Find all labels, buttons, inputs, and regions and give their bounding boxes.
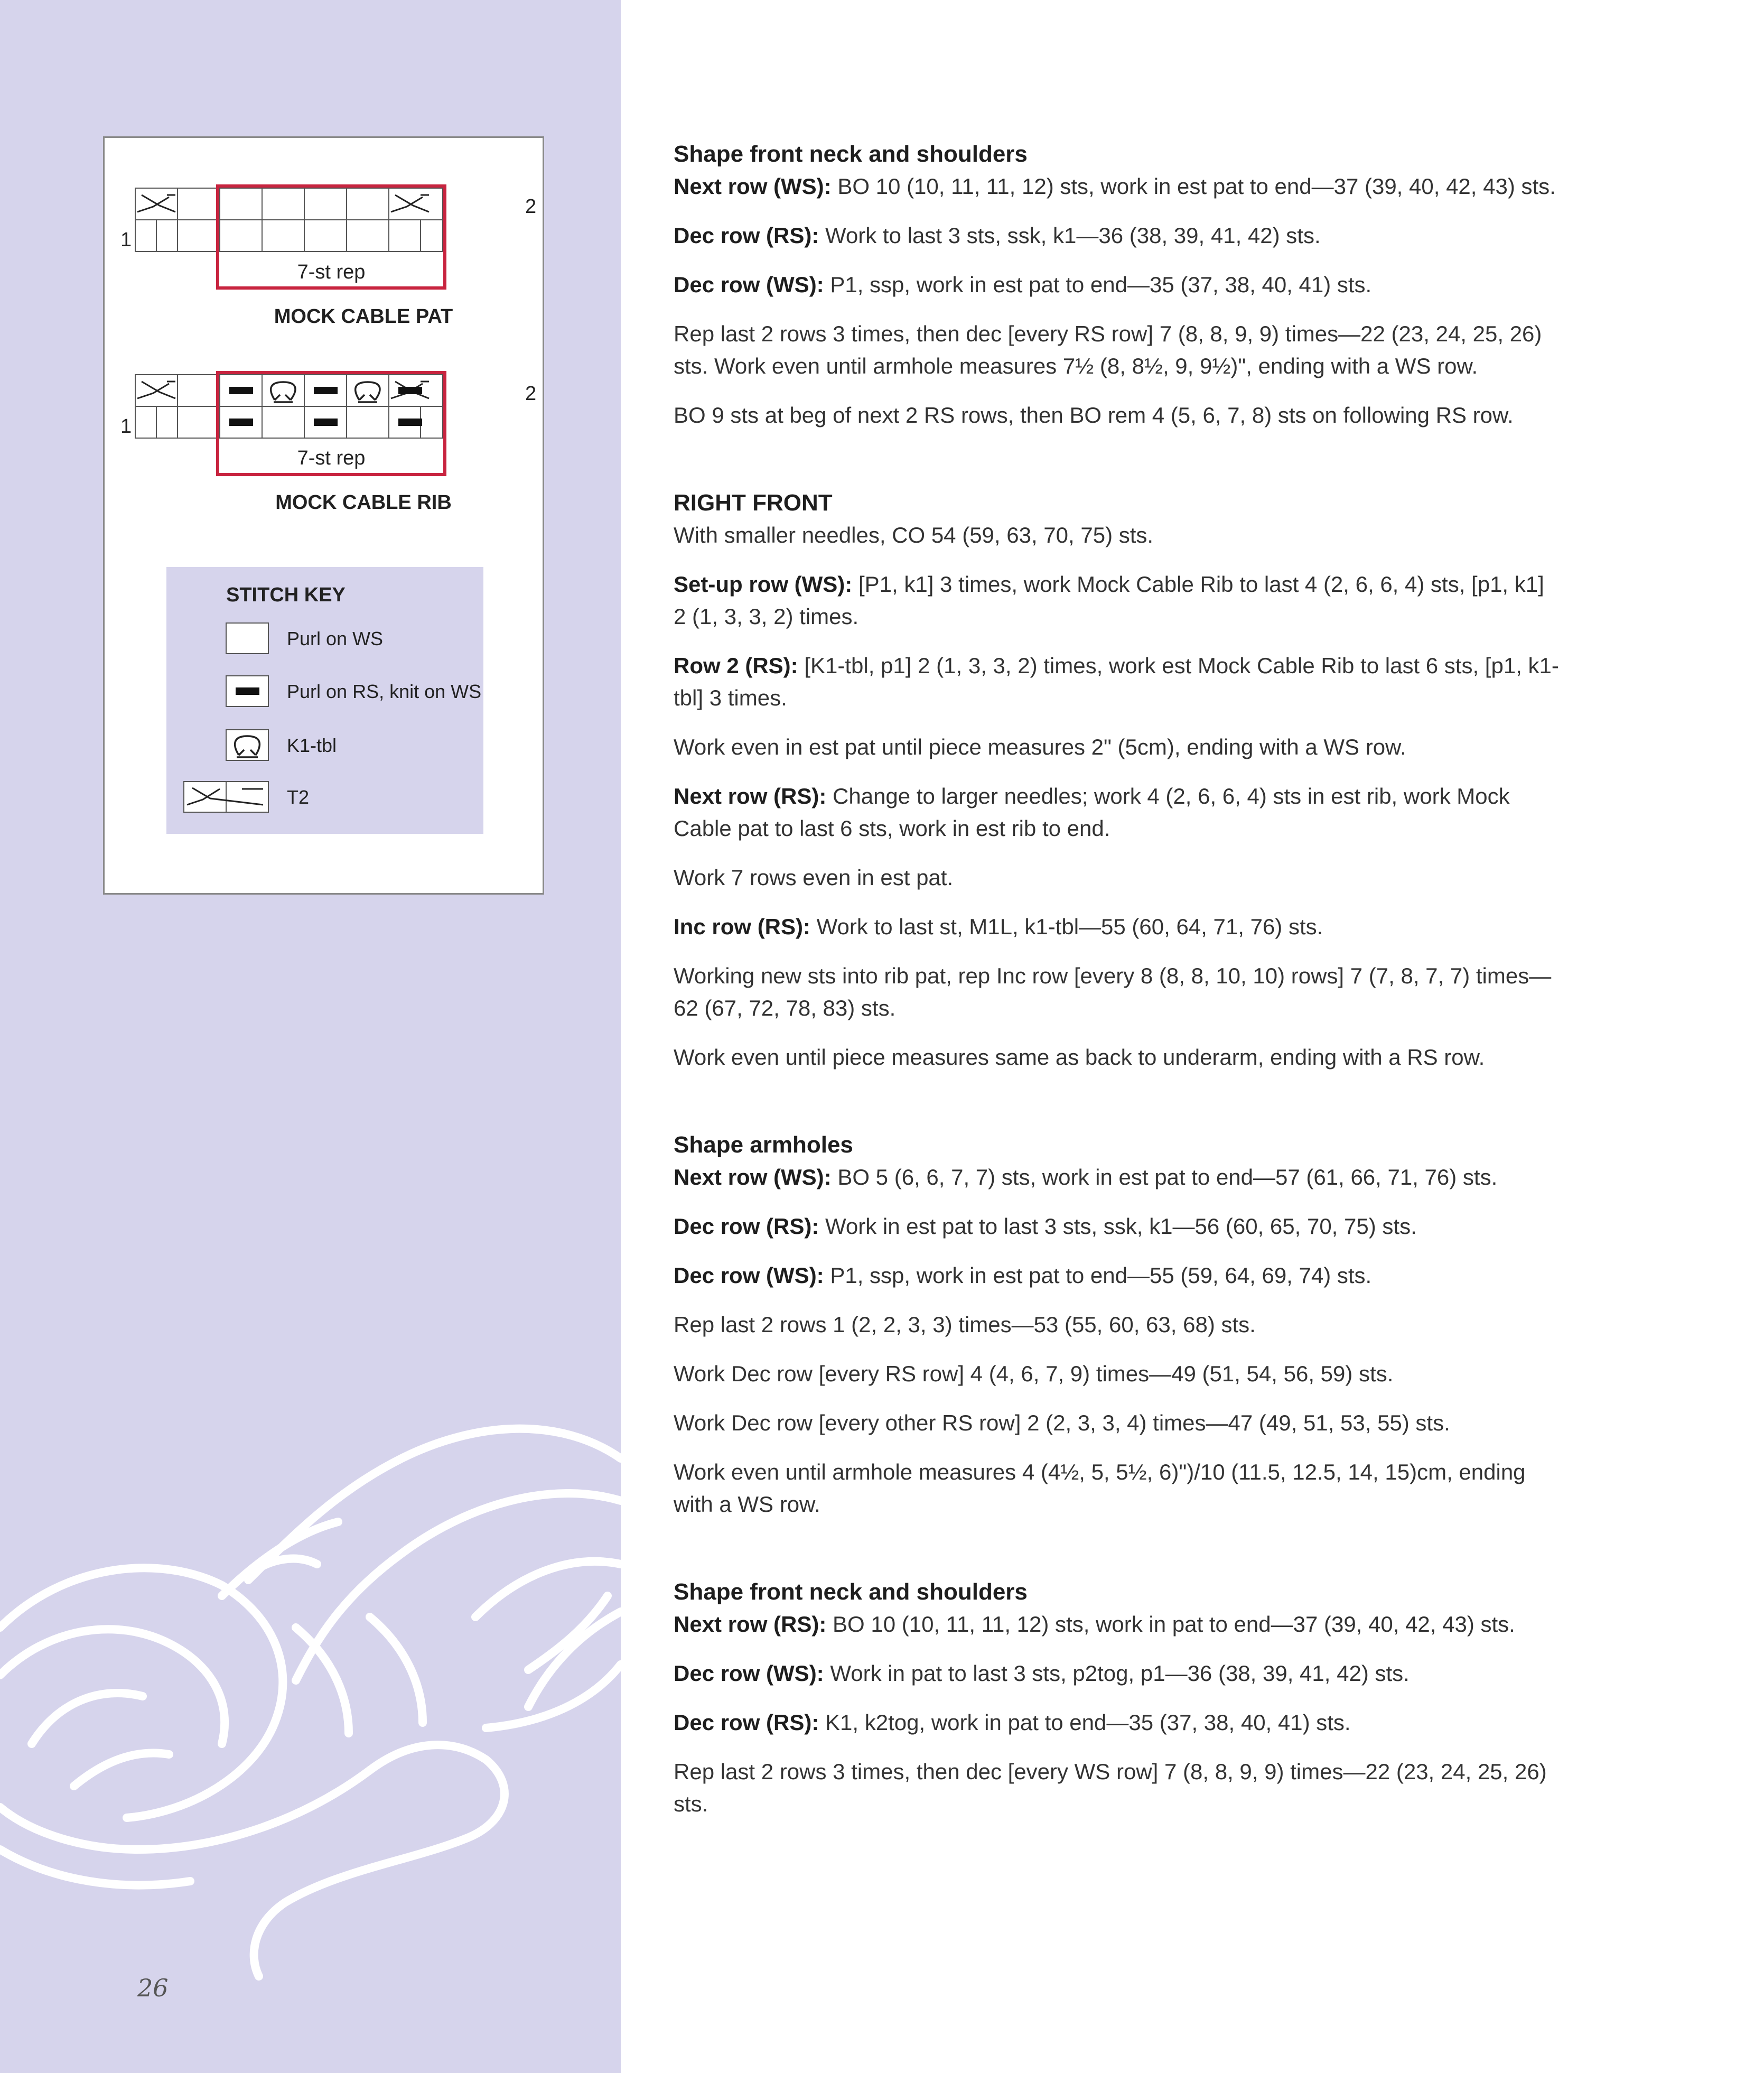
row-label: Next row (WS):	[674, 1165, 832, 1189]
empty-square-icon	[226, 623, 268, 654]
instruction-section	[674, 138, 1561, 431]
twisted-loop-icon	[356, 382, 380, 402]
instruction-paragraph	[674, 780, 1561, 844]
instruction-paragraph	[674, 1161, 1561, 1193]
instructions-column	[674, 138, 1561, 1876]
instruction-paragraph	[674, 960, 1561, 1024]
page-number: 26	[137, 1974, 169, 2002]
row-label-1: 1	[120, 229, 132, 251]
dash-square-icon	[226, 676, 268, 707]
chart-title: MOCK CABLE PAT	[274, 305, 453, 328]
row-label: Dec row (RS):	[674, 1214, 819, 1239]
instruction-text: Work in est pat to last 3 sts, ssk, k1—56 (60, 65, 70, 75) sts.	[819, 1214, 1417, 1239]
key-label: K1-tbl	[287, 735, 337, 756]
row-label: Next row (RS):	[674, 784, 827, 808]
instruction-paragraph	[674, 731, 1561, 763]
instruction-section	[674, 1576, 1561, 1820]
row-label: Dec row (RS):	[674, 1710, 819, 1735]
row-label: Row 2 (RS):	[674, 653, 798, 678]
instruction-paragraph	[674, 1210, 1561, 1242]
section-heading: Shape armholes	[674, 1132, 853, 1158]
instruction-paragraph	[674, 519, 1561, 551]
instruction-text: Rep last 2 rows 3 times, then dec [every WS row] 7 (8, 8, 9, 9) times—22 (23, 24, 25, 26) sts.	[674, 1759, 1547, 1816]
row-label: Next row (WS):	[674, 174, 832, 199]
instruction-paragraph	[674, 399, 1561, 431]
cross-t2-icon	[137, 195, 175, 212]
cross-t2-icon	[184, 782, 268, 812]
instruction-paragraph	[674, 219, 1561, 252]
instruction-paragraph	[674, 1706, 1561, 1739]
instruction-text: Rep last 2 rows 3 times, then dec [every RS row] 7 (8, 8, 9, 9) times—22 (23, 24, 25, 26) sts. Work even until armhole measures 7½ (8, 8½, 9, 9½)", ending with a WS row.	[674, 321, 1542, 378]
stitch-key	[166, 567, 483, 834]
mock-cable-rib-chart	[120, 373, 536, 514]
instruction-text: Work even in est pat until piece measures 2" (5cm), ending with a WS row.	[674, 735, 1406, 759]
instruction-text: BO 5 (6, 6, 7, 7) sts, work in est pat to end—57 (61, 66, 71, 76) sts.	[831, 1165, 1498, 1189]
instruction-text: BO 10 (10, 11, 11, 12) sts, work in est pat to end—37 (39, 40, 42, 43) sts.	[831, 174, 1556, 199]
instruction-text: P1, ssp, work in est pat to end—35 (37, 38, 40, 41) sts.	[824, 272, 1372, 297]
instruction-text: BO 9 sts at beg of next 2 RS rows, then BO rem 4 (5, 6, 7, 8) sts on following RS row.	[674, 403, 1514, 427]
instruction-paragraph	[674, 1608, 1561, 1640]
instruction-text: Work Dec row [every RS row] 4 (4, 6, 7, 9) times—49 (51, 54, 56, 59) sts.	[674, 1361, 1394, 1386]
instruction-section	[674, 487, 1561, 1073]
instruction-paragraph	[674, 170, 1561, 202]
instruction-paragraph	[674, 1308, 1561, 1341]
instruction-paragraph	[674, 1041, 1561, 1073]
row-label: Set-up row (WS):	[674, 572, 853, 597]
rep-label: 7-st rep	[297, 261, 366, 283]
section-heading: Shape front neck and shoulders	[674, 1579, 1028, 1605]
instruction-text: Work 7 rows even in est pat.	[674, 865, 954, 890]
instruction-paragraph	[674, 649, 1561, 714]
instruction-text: [P1, k1] 3 times, work Mock Cable Rib to last 4 (2, 6, 6, 4) sts, [p1, k1] 2 (1, 3, 3, 2) times.	[674, 572, 1544, 629]
chart-title: MOCK CABLE RIB	[275, 491, 452, 514]
instruction-text: With smaller needles, CO 54 (59, 63, 70, 75) sts.	[674, 523, 1154, 547]
row-label: Next row (RS):	[674, 1612, 827, 1637]
instruction-text: Work in pat to last 3 sts, p2tog, p1—36 (38, 39, 41, 42) sts.	[824, 1661, 1410, 1686]
instruction-text: K1, k2tog, work in pat to end—35 (37, 38, 40, 41) sts.	[819, 1710, 1351, 1735]
instruction-paragraph	[674, 861, 1561, 894]
instruction-paragraph	[674, 1456, 1561, 1520]
instruction-paragraph	[674, 1657, 1561, 1689]
cross-t2-icon	[137, 382, 175, 398]
instruction-text: [K1-tbl, p1] 2 (1, 3, 3, 2) times, work est Mock Cable Rib to last 6 sts, [p1, k1-tbl] 3 times.	[674, 653, 1559, 710]
sidebar-panel	[0, 0, 621, 2073]
twisted-loop-icon	[226, 730, 268, 760]
row-label: Dec row (WS):	[674, 1263, 824, 1288]
instruction-text: Work to last 3 sts, ssk, k1—36 (38, 39, 41, 42) sts.	[819, 223, 1321, 248]
key-label: Purl on RS, knit on WS	[287, 681, 482, 702]
instruction-section	[674, 1129, 1561, 1520]
stitch-key-title: STITCH KEY	[226, 584, 346, 606]
instruction-paragraph	[674, 910, 1561, 943]
row-label: Inc row (RS):	[674, 914, 810, 939]
instruction-text: Work even until piece measures same as back to underarm, ending with a RS row.	[674, 1045, 1485, 1070]
instruction-text: Rep last 2 rows 1 (2, 2, 3, 3) times—53 (55, 60, 63, 68) sts.	[674, 1312, 1256, 1337]
cross-t2-icon	[391, 195, 429, 212]
instruction-paragraph	[674, 268, 1561, 301]
row-label-2: 2	[525, 196, 537, 218]
row-label: Dec row (WS):	[674, 1661, 824, 1686]
instruction-text: Work even until armhole measures 4 (4½, 5, 5½, 6)")/10 (11.5, 12.5, 14, 15)cm, ending with a WS row.	[674, 1460, 1526, 1517]
rep-label: 7-st rep	[297, 447, 366, 469]
instruction-text: Work Dec row [every other RS row] 2 (2, 3, 3, 4) times—47 (49, 51, 53, 55) sts.	[674, 1410, 1450, 1435]
section-heading: RIGHT FRONT	[674, 490, 833, 516]
instruction-paragraph	[674, 1259, 1561, 1291]
instruction-text: Change to larger needles; work 4 (2, 6, 6, 4) sts in est rib, work Mock Cable pat to last 6 sts, work in est rib to end.	[674, 784, 1510, 841]
instruction-paragraph	[674, 1755, 1561, 1820]
instruction-paragraph	[674, 318, 1561, 382]
key-label: T2	[287, 786, 310, 808]
section-heading: Shape front neck and shoulders	[674, 141, 1028, 167]
row-label: Dec row (WS):	[674, 272, 824, 297]
instruction-text: P1, ssp, work in est pat to end—55 (59, 64, 69, 74) sts.	[824, 1263, 1372, 1288]
instruction-paragraph	[674, 1358, 1561, 1390]
instruction-text: Working new sts into rib pat, rep Inc row [every 8 (8, 8, 10, 10) rows] 7 (7, 8, 7, 7) times—62 (67, 72, 78, 83) sts.	[674, 963, 1552, 1020]
row-label-1: 1	[120, 415, 132, 438]
instruction-paragraph	[674, 1407, 1561, 1439]
twisted-loop-icon	[271, 382, 295, 402]
mock-cable-pat-chart	[120, 186, 536, 328]
stitch-charts	[105, 138, 546, 896]
key-label: Purl on WS	[287, 628, 384, 649]
stitch-chart-card	[103, 136, 544, 895]
row-label: Dec row (RS):	[674, 223, 819, 248]
row-label-2: 2	[525, 383, 537, 405]
instruction-text: BO 10 (10, 11, 11, 12) sts, work in pat to end—37 (39, 40, 42, 43) sts.	[826, 1612, 1515, 1637]
instruction-text: Work to last st, M1L, k1-tbl—55 (60, 64, 71, 76) sts.	[810, 914, 1323, 939]
instruction-paragraph	[674, 568, 1561, 633]
